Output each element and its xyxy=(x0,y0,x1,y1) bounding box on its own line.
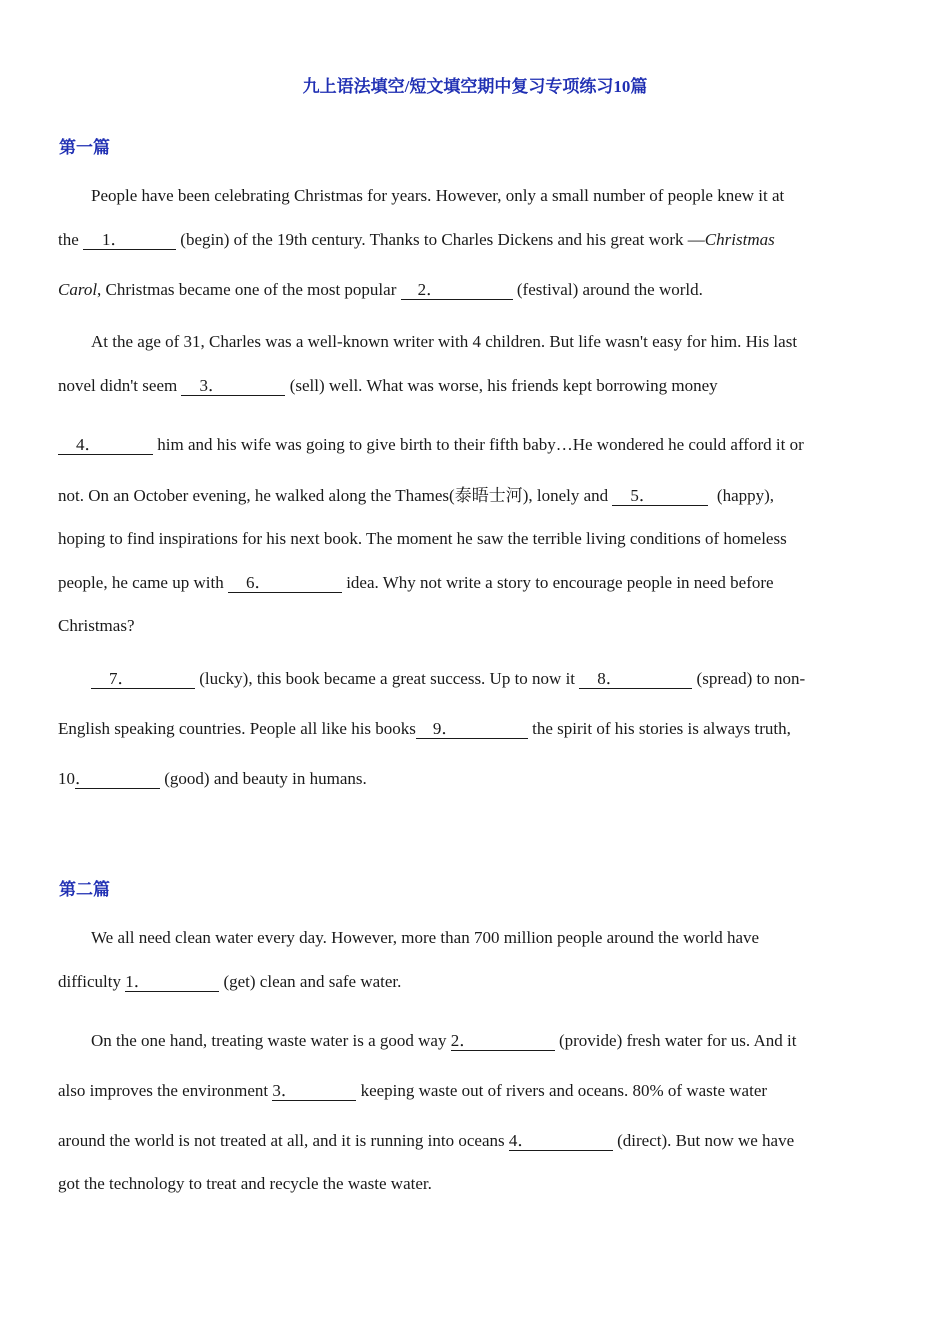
passage-line: 10． (good) and beauty in humans. xyxy=(58,769,367,788)
blank-10[interactable]: ． xyxy=(75,770,160,789)
passage-line: people, he came up with 6． idea. Why not write a story to encourage people in need before xyxy=(58,573,774,592)
blank-1[interactable]: 1． xyxy=(125,973,219,992)
blank-8[interactable]: 8． xyxy=(579,670,692,689)
section-heading-2: 第二篇 xyxy=(59,880,110,899)
passage-line: At the age of 31, Charles was a well-known writer with 4 children. But life wasn't easy for him. His last xyxy=(91,332,798,351)
blank-9[interactable]: 9． xyxy=(416,720,528,739)
blank-2[interactable]: 2． xyxy=(401,281,513,300)
passage-line: 7． (lucky), this book became a great success. Up to now it 8． (spread) to non- xyxy=(91,668,805,690)
blank-4[interactable]: 4． xyxy=(58,436,153,455)
passage-line: got the technology to treat and recycle the waste water. xyxy=(58,1174,432,1193)
passage-line: 4． him and his wife was going to give birth to their fifth baby…He wondered he could afford it or xyxy=(58,434,804,456)
passage-line: People have been celebrating Christmas for years. However, only a small number of people knew it at xyxy=(91,186,785,205)
passage-line: the 1． (begin) of the 19th century. Thanks to Charles Dickens and his great work —Christmas xyxy=(58,230,775,249)
passage-line: On the one hand, treating waste water is a good way 2． (provide) fresh water for us. And it xyxy=(91,1031,797,1050)
document-title: 九上语法填空/短文填空期中复习专项练习10篇 xyxy=(302,77,648,96)
blank-3[interactable]: 3． xyxy=(181,377,285,396)
passage-line: around the world is not treated at all, and it is running into oceans 4． (direct). But now we have xyxy=(58,1131,795,1150)
passage-line: English speaking countries. People all like his books 9． the spirit of his stories is always truth, xyxy=(58,719,791,738)
blank-6[interactable]: 6． xyxy=(228,574,342,593)
blank-4[interactable]: 4． xyxy=(509,1132,613,1151)
blank-1[interactable]: 1． xyxy=(83,231,176,250)
passage-line: Christmas? xyxy=(58,616,135,635)
passage-line: difficulty 1． (get) clean and safe water. xyxy=(58,972,402,991)
passage-line: hoping to find inspirations for his next book. The moment he saw the terrible living conditions of homeless xyxy=(58,529,787,548)
blank-3[interactable]: 3． xyxy=(272,1082,356,1101)
passage-line: not. On an October evening, he walked along the Thames(泰晤士河), lonely and 5． (happy), xyxy=(58,486,775,505)
passage-line: Carol, Christmas became one of the most popular 2． (festival) around the world. xyxy=(58,280,703,299)
passage-line: novel didn't seem 3． (sell) well. What was worse, his friends kept borrowing money xyxy=(58,376,718,395)
blank-2[interactable]: 2． xyxy=(451,1032,555,1051)
passage-line: We all need clean water every day. However, more than 700 million people around the world have xyxy=(91,928,760,947)
blank-5[interactable]: 5． xyxy=(612,487,708,506)
blank-7[interactable]: 7． xyxy=(91,670,195,689)
section-heading-1: 第一篇 xyxy=(59,138,110,157)
passage-line: also improves the environment 3． keeping waste out of rivers and oceans. 80% of waste water xyxy=(58,1081,768,1100)
